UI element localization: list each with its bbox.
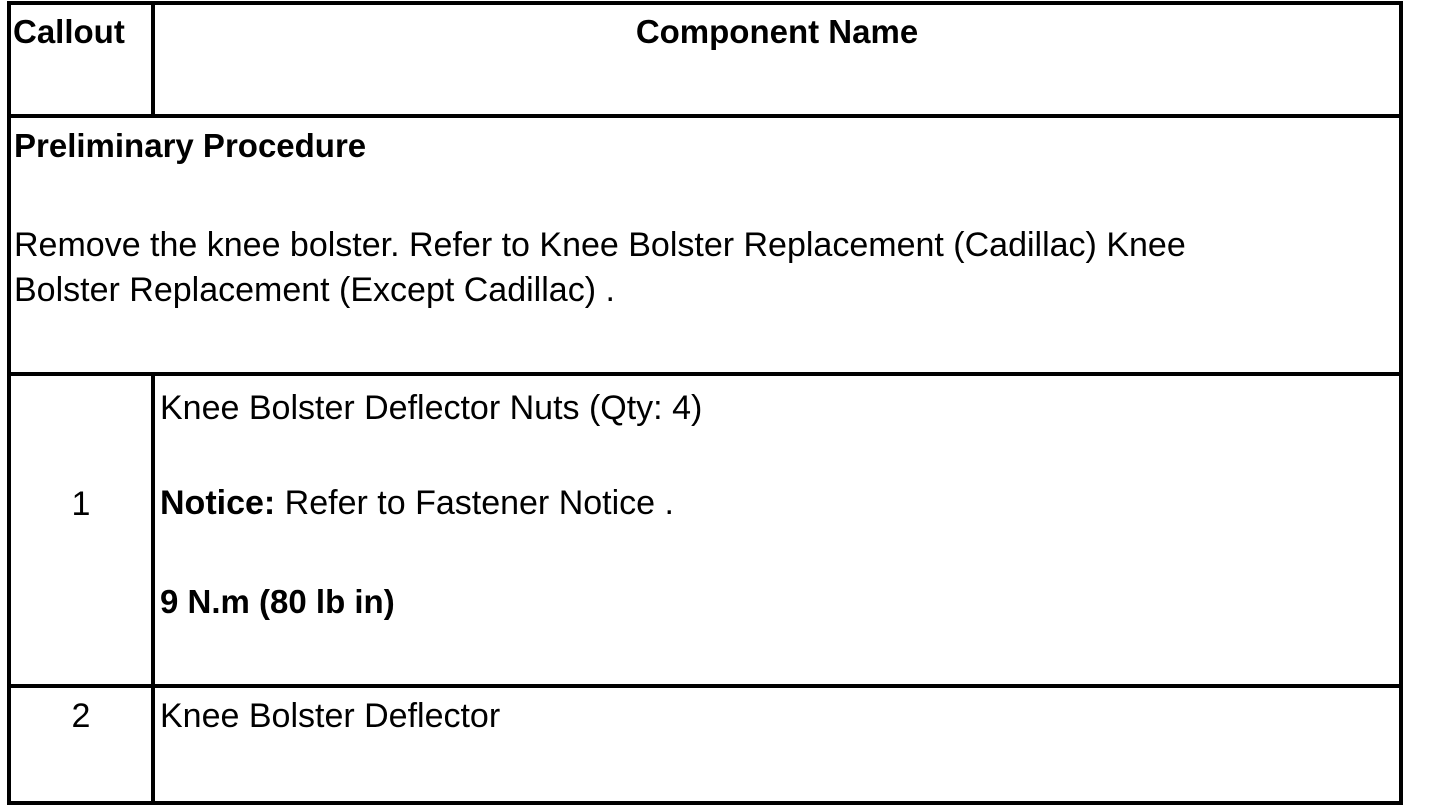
row1-callout: 1 — [71, 485, 91, 523]
row1-notice — [160, 483, 674, 523]
header-divider — [11, 114, 1399, 118]
row1-torque: 9 N.m (80 lb in) — [160, 583, 395, 620]
rows-column-divider — [151, 372, 155, 801]
component-table — [7, 1, 1403, 805]
row2-callout: 2 — [71, 697, 91, 735]
row1-component-name: Knee Bolster Deflector Nuts (Qty: 4) — [160, 389, 703, 427]
header-component-name: Component Name — [635, 13, 919, 50]
header-callout: Callout — [13, 13, 125, 50]
preliminary-text-line2: Bolster Replacement (Except Cadillac) . — [14, 271, 615, 309]
row2-component-name: Knee Bolster Deflector — [160, 697, 501, 735]
preliminary-heading: Preliminary Procedure — [14, 127, 367, 164]
row1-notice-label: Notice: — [160, 484, 276, 522]
preliminary-text-line1: Remove the knee bolster. Refer to Knee Bolster Replacement (Cadillac) Knee — [14, 226, 1186, 264]
row1-divider — [11, 684, 1399, 688]
preliminary-divider — [11, 372, 1399, 376]
row1-notice-text: Refer to Fastener Notice . — [275, 484, 674, 522]
